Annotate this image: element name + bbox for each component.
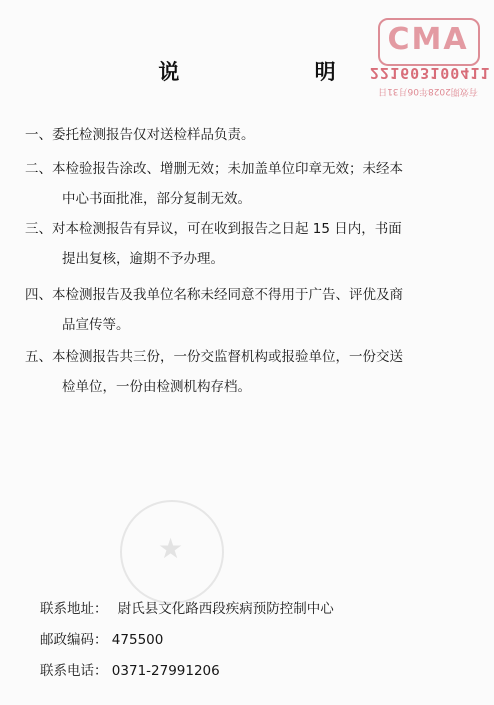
clause-line: 一、委托检测报告仅对送检样品负责。 — [25, 127, 255, 143]
clause-line: 三、对本检测报告有异议，可在收到报告之日起 15 日内，书面 — [25, 221, 402, 237]
contact-address — [40, 597, 480, 617]
clause-line: 四、本检测报告及我单位名称未经同意不得用于广告、评优及商 — [25, 287, 403, 303]
phone-label: 联系电话： — [40, 663, 108, 679]
cma-seal-letters: CMA — [387, 22, 469, 57]
contact-phone — [40, 659, 480, 679]
contact-postcode — [40, 628, 480, 648]
address-value: 尉氏县文化路西段疾病预防控制中心 — [117, 601, 334, 617]
clause-1 — [25, 120, 455, 150]
seal-star-icon: ★ — [158, 532, 184, 565]
clause-line: 五、本检测报告共三份，一份交监督机构或报验单位，一份交送 — [25, 349, 403, 365]
postcode-value: 475500 — [111, 632, 164, 648]
address-label: 联系地址： — [40, 601, 108, 617]
page-title: 说 明 — [158, 60, 400, 84]
phone-value: 0371-27991206 — [111, 663, 220, 679]
clause-line: 提出复核，逾期不予办理。 — [62, 251, 224, 267]
clause-3 — [25, 214, 455, 274]
clause-line: 二、本检验报告涂改、增删无效；未加盖单位印章无效；未经本 — [25, 161, 403, 177]
postcode-label: 邮政编码： — [40, 632, 108, 648]
clause-line: 品宣传等。 — [62, 317, 130, 333]
clause-4 — [25, 280, 455, 340]
clause-line: 中心书面批准，部分复制无效。 — [62, 191, 251, 207]
cma-seal-validity: 有效期2028年06月31日 — [378, 86, 478, 96]
clause-5 — [25, 342, 455, 402]
faint-round-seal — [120, 500, 224, 604]
clause-line: 检单位，一份由检测机构存档。 — [62, 379, 251, 395]
clause-2 — [25, 154, 455, 214]
cma-seal-number: 221603100411 — [370, 64, 491, 82]
